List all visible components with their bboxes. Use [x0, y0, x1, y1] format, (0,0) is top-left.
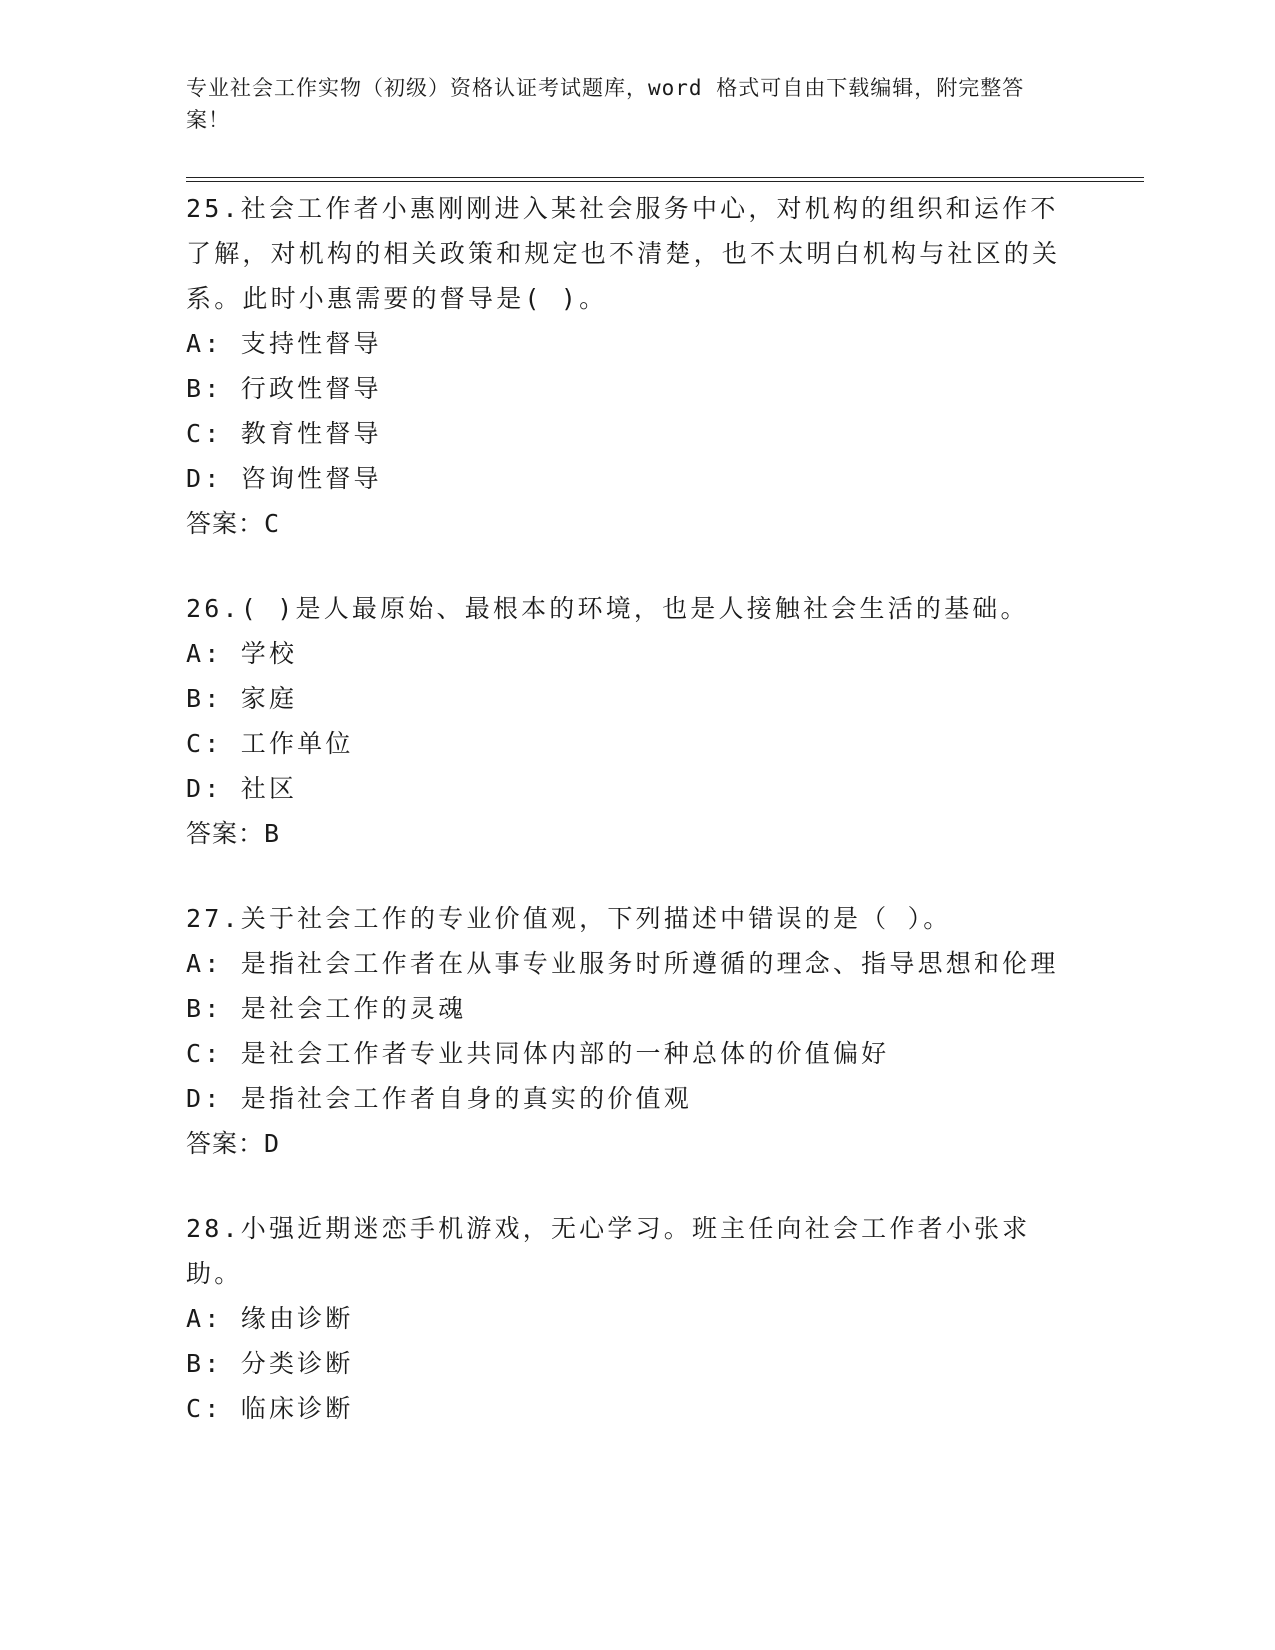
header-divider-top — [186, 177, 1144, 178]
option-b: B: 分类诊断 — [186, 1349, 354, 1378]
option-b: B: 家庭 — [186, 684, 298, 713]
option-c: C: 临床诊断 — [186, 1394, 354, 1423]
option-c: C: 工作单位 — [186, 729, 354, 758]
answer-line — [186, 501, 1086, 546]
option-a: A: 是指社会工作者在从事专业服务时所遵循的理念、指导思想和伦理 — [186, 949, 1059, 978]
option-a: A: 缘由诊断 — [186, 1304, 354, 1333]
answer-label: 答案： — [186, 819, 265, 848]
option-c: C: 教育性督导 — [186, 419, 382, 448]
answer-label: 答案： — [186, 509, 265, 538]
question-27 — [186, 896, 1086, 1166]
option-d: D: 是指社会工作者自身的真实的价值观 — [186, 1084, 692, 1113]
header-divider-bottom — [186, 181, 1144, 182]
answer-line — [186, 1121, 1086, 1166]
question-28 — [186, 1206, 1086, 1431]
question-25 — [186, 186, 1086, 546]
option-d: D: 社区 — [186, 774, 298, 803]
option-d: D: 咨询性督导 — [186, 464, 382, 493]
answer-label: 答案： — [186, 1129, 265, 1158]
answer-value: D — [264, 1129, 281, 1158]
option-a: A: 学校 — [186, 639, 298, 668]
question-list — [186, 186, 1086, 1471]
question-stem: 25.社会工作者小惠刚刚进入某社会服务中心，对机构的组织和运作不了解，对机构的相关政策和规定也不清楚，也不太明白机构与社区的关系。此时小惠需要的督导是( )。 — [186, 194, 1061, 313]
option-c: C: 是社会工作者专业共同体内部的一种总体的价值偏好 — [186, 1039, 890, 1068]
question-stem: 28.小强近期迷恋手机游戏，无心学习。班主任向社会工作者小张求助。 — [186, 1214, 1031, 1288]
option-b: B: 行政性督导 — [186, 374, 382, 403]
answer-value: C — [264, 509, 281, 538]
question-26 — [186, 586, 1086, 856]
question-stem: 26.( )是人最原始、最根本的环境，也是人接触社会生活的基础。 — [186, 594, 1029, 623]
document-header: 专业社会工作实物（初级）资格认证考试题库，word 格式可自由下载编辑，附完整答案！ — [186, 76, 1025, 132]
option-b: B: 是社会工作的灵魂 — [186, 994, 467, 1023]
option-a: A: 支持性督导 — [186, 329, 382, 358]
question-stem: 27.关于社会工作的专业价值观，下列描述中错误的是（ ）。 — [186, 904, 952, 933]
answer-value: B — [264, 819, 281, 848]
answer-line — [186, 811, 1086, 856]
